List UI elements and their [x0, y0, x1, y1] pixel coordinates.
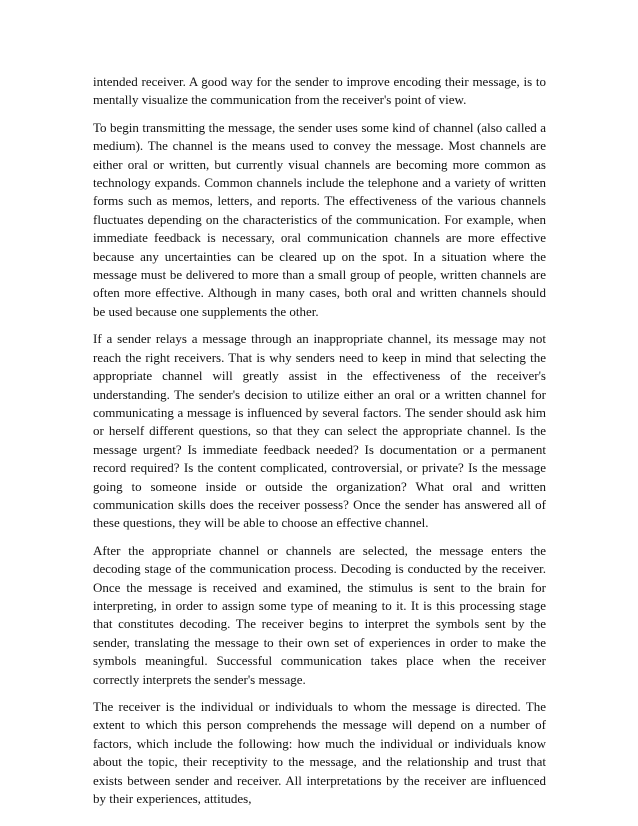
paragraph-channel: To begin transmitting the message, the sender uses some kind of channel (also called a medium). The channel is the means used to convey the message. Most channels are either oral or written, but currently visual channels are becoming more common as technology expands. Common channels include the telephone and a variety of written forms such as memos, letters, and reports. The effectiveness of the various channels fluctuates depending on the characteristics of the communication. For example, when immediate feedback is necessary, oral communication channels are more effective because any uncertainties can be cleared up on the spot. In a situation where the message must be delivered to more than a small group of people, written channels are often more effective. Although in many cases, both oral and written channels should be used because one supplements the other.: [93, 119, 546, 319]
paragraph-inappropriate-channel: If a sender relays a message through an inappropriate channel, its message may not reach the right receivers. That is why senders need to keep in mind that selecting the appropriate channel will greatly assist in the effectiveness of the receiver's understanding. The sender's decision to utilize either an oral or a written channel for communicating a message is influenced by several factors. The sender should ask him or herself different questions, so that they can select the appropriate channel. Is the message urgent? Is immediate feedback needed? Is documentation or a permanent record required? Is the content complicated, controversial, or private? Is the message going to someone inside or outside the organization? What oral and written communication skills does the receiver possess? Once the sender has answered all of these questions, they will be able to choose an effective channel.: [93, 331, 546, 531]
paragraph-encoding: intended receiver. A good way for the sender to improve encoding their message, is to mentally visualize the communication from the receiver's point of view.: [93, 74, 546, 108]
paragraph-decoding: After the appropriate channel or channels are selected, the message enters the decoding stage of the communication process. Decoding is conducted by the receiver. Once the message is received and examined, the stimulus is sent to the brain for interpreting, in order to assign some type of meaning to it. It is this processing stage that constitutes decoding. The receiver begins to interpret the symbols sent by the sender, translating the message to their own set of experiences in order to make the symbols meaningful. Successful communication takes place when the receiver correctly interprets the sender's message.: [93, 542, 546, 687]
document-page: [93, 73, 546, 817]
paragraph-receiver: The receiver is the individual or individuals to whom the message is directed. The extent to which this person comprehends the message will depend on a number of factors, which include the following: how much the individual or individuals know about the topic, their receptivity to the message, and the relationship and trust that exists between sender and receiver. All interpretations by the receiver are influenced by their experiences, attitudes,: [93, 699, 546, 807]
